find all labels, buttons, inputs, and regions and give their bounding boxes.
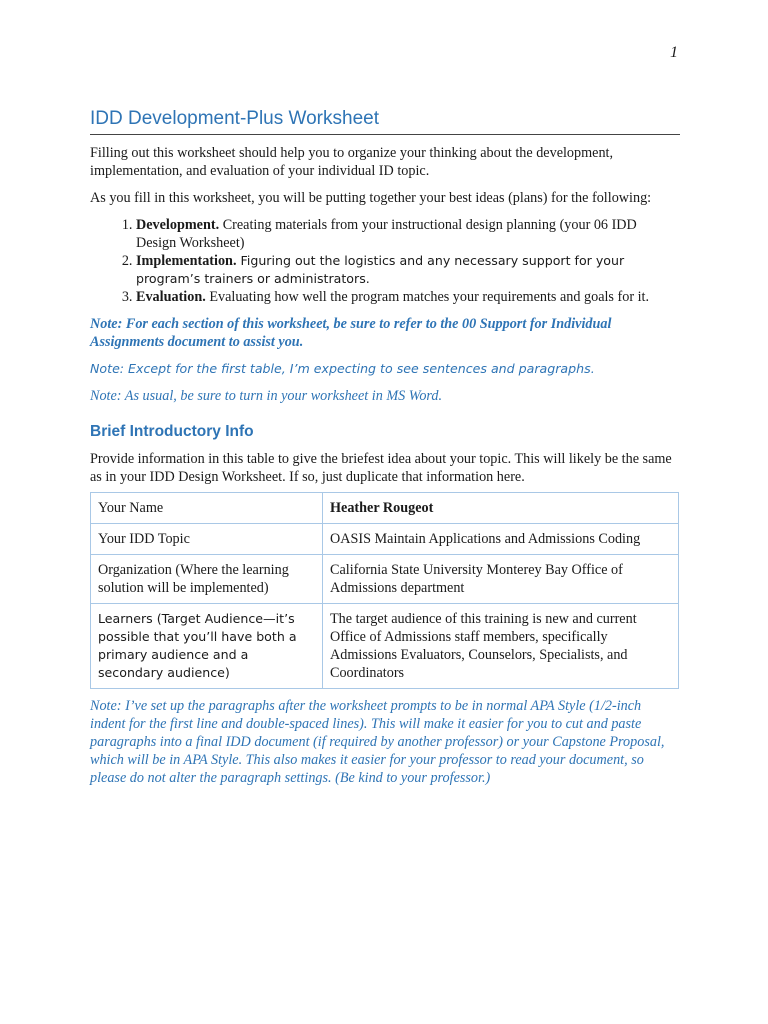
list-item-text: Creating materials from your instructional design planning (your 06 IDD Design Worksheet) [136,217,637,251]
table-value-cell[interactable]: The target audience of this training is new and current Office of Admissions staff members, specifically Admissions Evaluators, Counselors, Specialists, and Coordinators [323,604,679,689]
note-support-document: Note: For each section of this worksheet, be sure to refer to the 00 Support for Individual Assignments document to assist you. [90,316,612,350]
intro-paragraph-2: As you fill in this worksheet, you will be putting together your best ideas (plans) for the following: [90,190,652,206]
list-item [136,216,680,252]
list-item [136,252,680,288]
note-apa-style: Note: I’ve set up the paragraphs after the worksheet prompts to be in normal APA Style (1/2-inch indent for the first line and double-spaced lines). This will make it easier for you to cut and paste paragraphs into a final IDD document (if required by another professor) or your Capstone Proposal, which will be in APA Style. This also makes it easier for your professor to read your document, so please do not alter the paragraph settings. (Be kind to your professor.) [90,698,665,786]
intro-info-table [90,492,679,689]
table-label-cell: Your IDD Topic [91,524,323,555]
list-item-text: Evaluating how well the program matches your requirements and goals for it. [205,289,650,305]
table-label-cell: Organization (Where the learning solution will be implemented) [91,555,323,604]
list-item-text: Figuring out the logistics and any necessary support for your program’s trainers or administrators. [136,253,625,286]
note-sentences: Note: Except for the first table, I’m expecting to see sentences and paragraphs. [90,361,595,376]
note-ms-word: Note: As usual, be sure to turn in your worksheet in MS Word. [90,388,443,404]
intro-paragraph-1: Filling out this worksheet should help you to organize your thinking about the development, implementation, and evaluation of your individual ID topic. [90,145,614,179]
list-item-term: Implementation. [136,253,237,269]
list-item-term: Development. [136,217,220,233]
document-body [90,108,680,787]
page-number: 1 [670,44,678,61]
table-value-cell[interactable]: California State University Monterey Bay Office of Admissions department [323,555,679,604]
goals-list [90,216,680,306]
table-value-cell[interactable]: OASIS Maintain Applications and Admissions Coding [323,524,679,555]
table-row [91,604,679,689]
table-row [91,493,679,524]
section-heading: Brief Introductory Info [90,423,254,440]
table-label-cell: Learners (Target Audience—it’s possible that you’ll have both a primary audience and a secondary audience) [91,604,323,689]
table-value-cell[interactable]: Heather Rougeot [323,493,679,524]
table-label-cell: Your Name [91,493,323,524]
table-row [91,524,679,555]
list-item-term: Evaluation. [136,289,206,305]
section-intro: Provide information in this table to give the briefest idea about your topic. This will likely be the same as in your IDD Design Worksheet. If so, just duplicate that information here. [90,451,672,485]
list-item [136,288,680,306]
document-title: IDD Development-Plus Worksheet [90,108,680,135]
table-row [91,555,679,604]
